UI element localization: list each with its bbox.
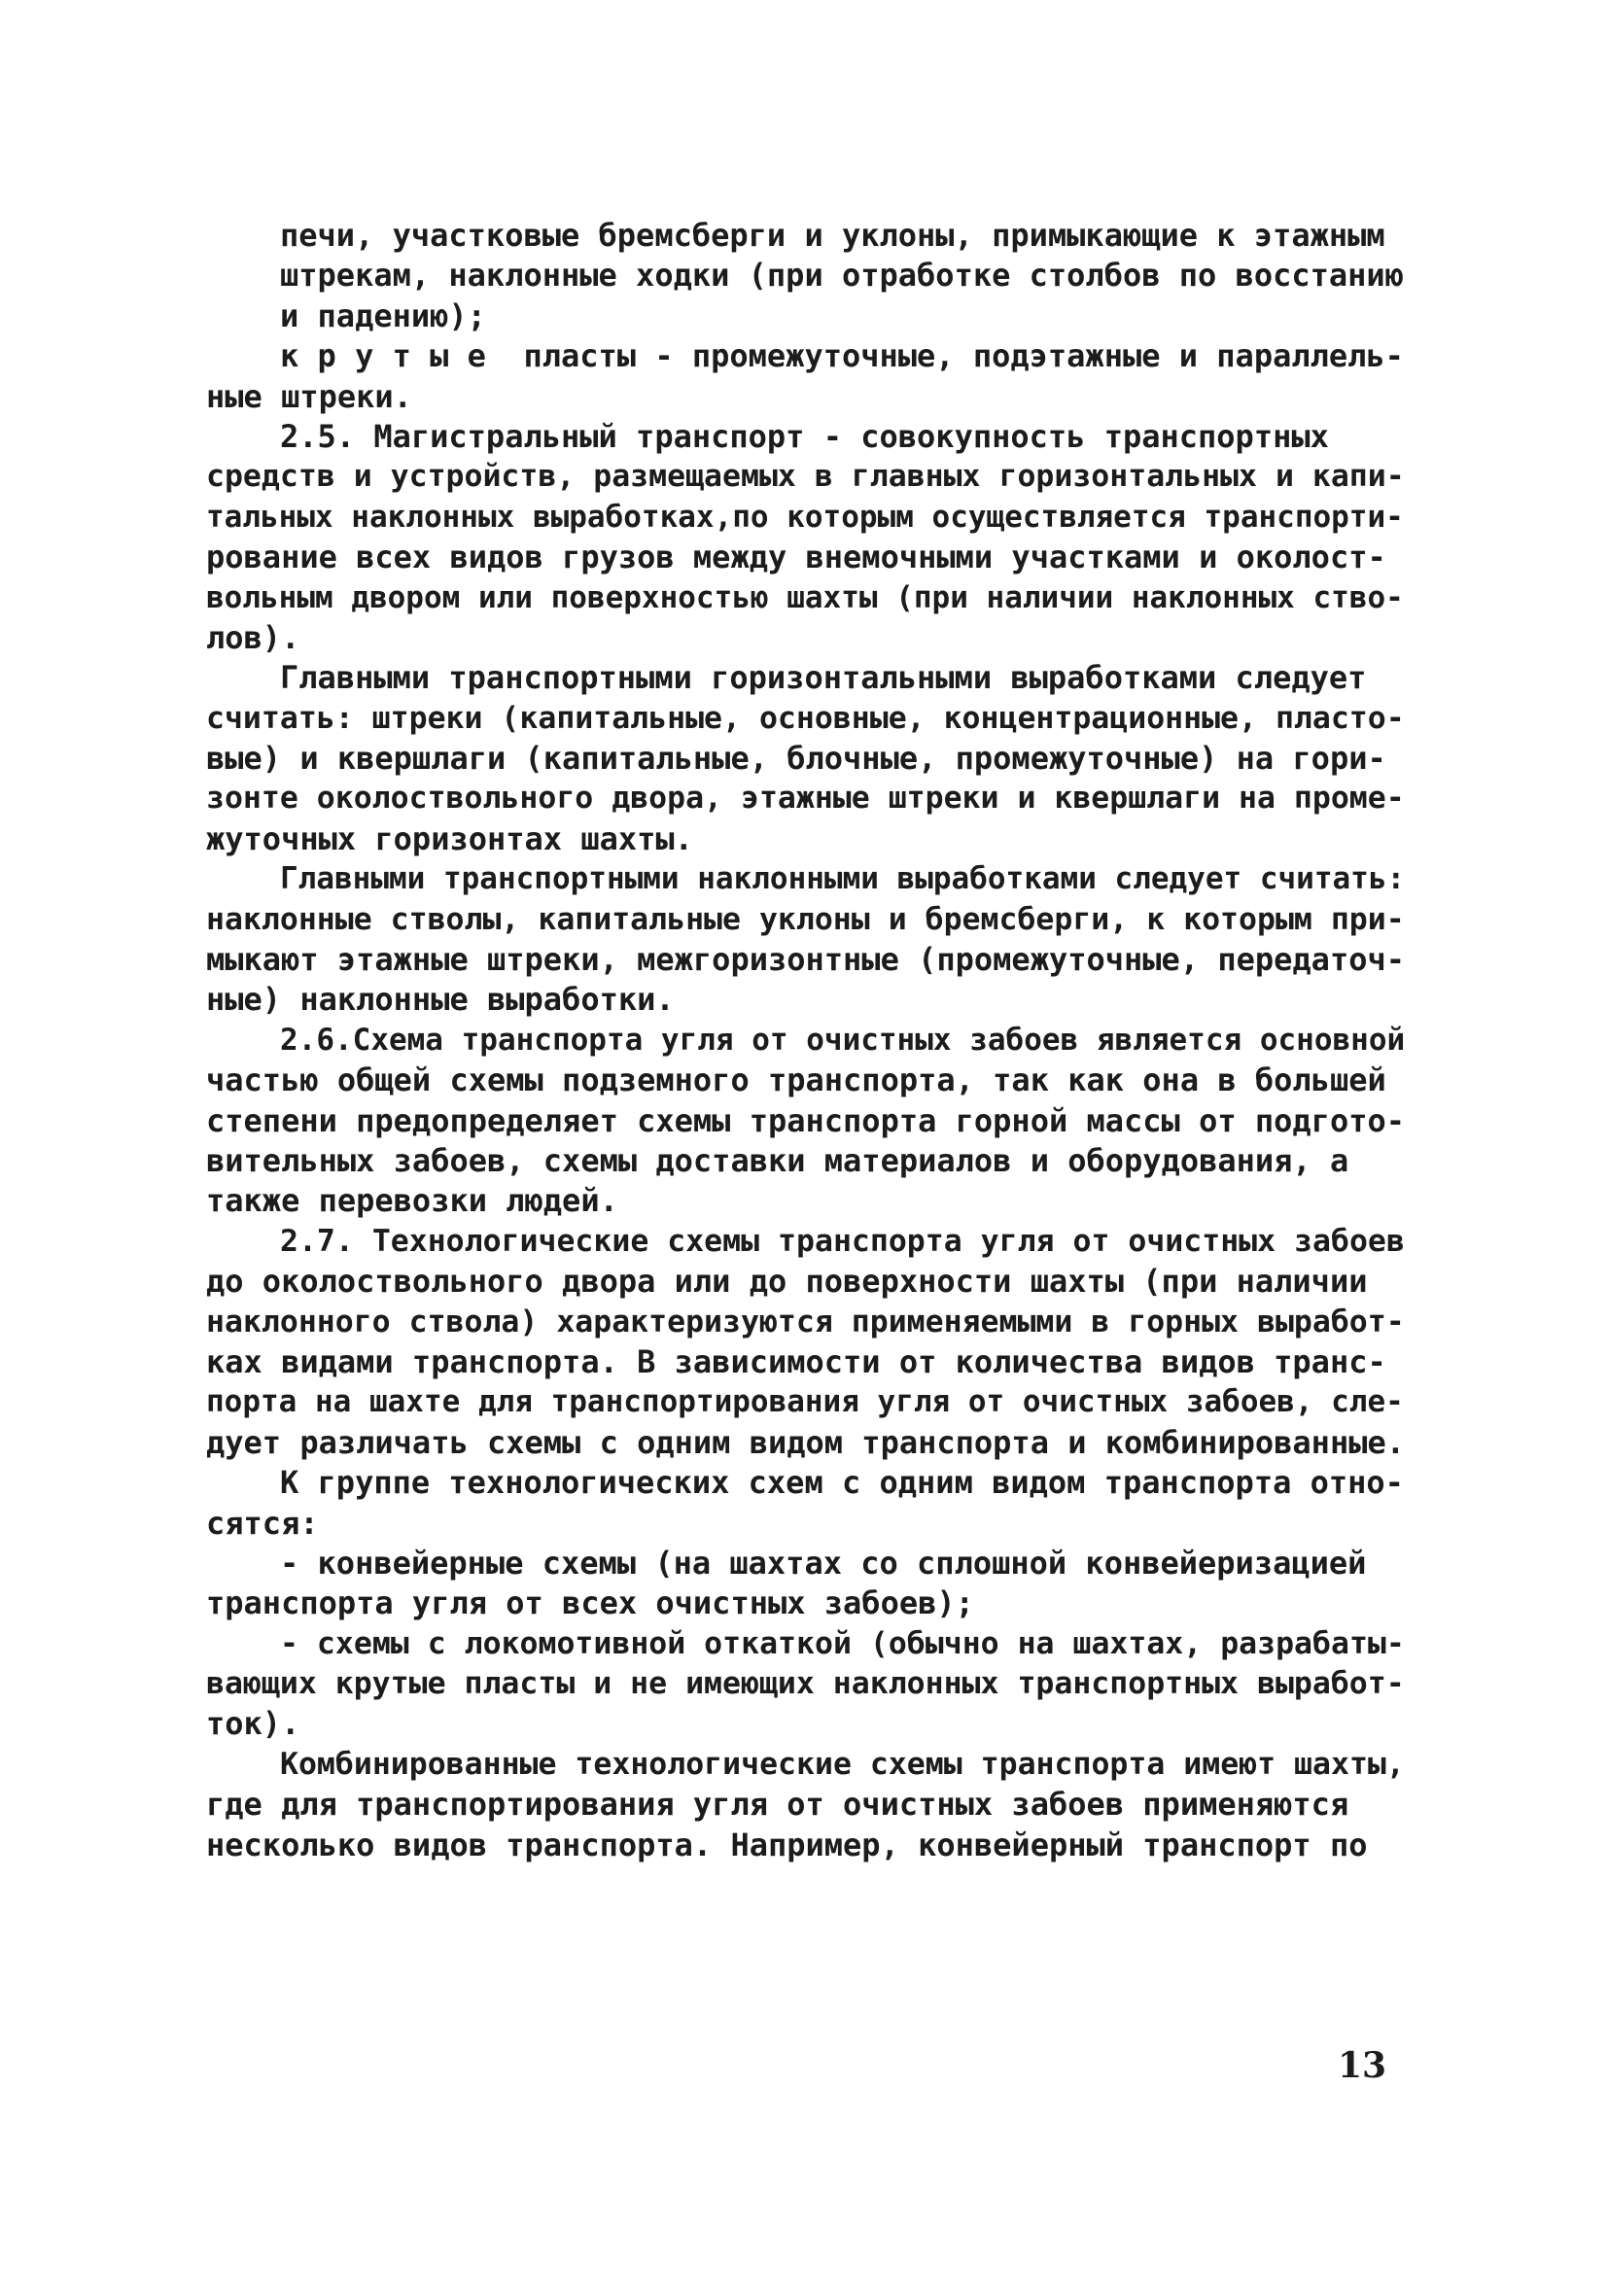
document-body [206,216,1412,1865]
text-line: сятся: [206,1504,319,1542]
text-line: вые) и квершлаги (капитальные, блочные, промежуточные) на гори- [206,740,1386,778]
text-line: мыкают этажные штреки, межгоризонтные (промежуточные, передаточ- [206,941,1405,979]
text-line: где для транспортирования угля от очистных забоев применяются [206,1786,1349,1824]
text-line: печи, участковые бремсберги и уклоны, примыкающие к этажным [280,217,1385,254]
text-line: вольным двором или поверхностью шахты (при наличии наклонных ство- [206,579,1404,615]
text-line: к р у т ы е пласты - промежуточные, подэтажные и параллель- [280,337,1404,375]
text-line: ные штреки. [206,377,412,415]
text-line: К группе технологических схем с одним видом транспорта отно- [280,1464,1404,1502]
text-line: - схемы с локомотивной откаткой (обычно на шахтах, разрабаты- [280,1625,1405,1661]
text-line: несколько видов транспорта. Например, конвейерный транспорт по [206,1826,1368,1863]
text-line: вающих крутые пласты и не имеющих наклонных транспортных выработ- [206,1666,1405,1702]
text-line: считать: штреки (капитальные, основные, концентрационные, пласто- [206,700,1405,736]
text-line: частью общей схемы подземного транспорта, так как она в большей [206,1061,1386,1099]
text-line: ток). [206,1705,300,1743]
text-line: 2.7. Технологические схемы транспорта угля от очистных забоев [280,1223,1405,1259]
text-line: ках видами транспорта. В зависимости от количества видов транс- [206,1342,1386,1380]
text-line: ные) наклонные выработки. [206,981,675,1019]
text-line: дует различать схемы с одним видом транспорта и комбинированные. [206,1423,1405,1461]
text-line: тальных наклонных выработках,по которым осуществляется транспорти- [206,499,1404,535]
page-number: 13 [1338,2045,1387,2086]
text-line: 2.5. Магистральный транспорт - совокупность транспортных [280,417,1329,455]
text-line: вительных забоев, схемы доставки материалов и оборудования, а [206,1141,1349,1179]
text-line: Главными транспортными горизонтальными выработками следует [280,659,1367,697]
text-line: степени предопределяет схемы транспорта горной массы от подгото- [206,1101,1405,1139]
text-line: транспорта угля от всех очистных забоев); [206,1584,974,1622]
text-line: Комбинированные технологические схемы транспорта имеют шахты, [280,1746,1405,1782]
text-line: - конвейерные схемы (на шахтах со сплошной конвейеризацией [280,1544,1367,1582]
text-line: жуточных горизонтах шахты. [206,819,693,857]
text-line: наклонные стволы, капитальные уклоны и бремсберги, к которым при- [206,901,1405,937]
text-line: и падению); [280,296,486,334]
text-line: рование всех видов грузов между внемочными участками и околост- [206,539,1386,576]
text-line: лов). [206,618,300,656]
text-line: наклонного ствола) характеризуются применяемыми в горных выработ- [206,1304,1405,1339]
text-line: зонте околоствольного двора, этажные штреки и квершлаги на проме- [206,781,1405,817]
text-line: штрекам, наклонные ходки (при отработке столбов по восстанию [280,257,1404,295]
text-line: до околоствольного двора или до поверхности шахты (при наличии [206,1263,1368,1301]
text-line: средств и устройств, размещаемых в главных горизонтальных и капи- [206,459,1405,495]
text-line: порта на шахте для транспортирования угля от очистных забоев, сле- [206,1384,1404,1420]
text-line: 2.6.Схема транспорта угля от очистных забоев является основной [280,1022,1406,1058]
text-line: также перевозки людей. [206,1182,618,1220]
text-line: Главными транспортными наклонными выработками следует считать: [280,861,1406,897]
